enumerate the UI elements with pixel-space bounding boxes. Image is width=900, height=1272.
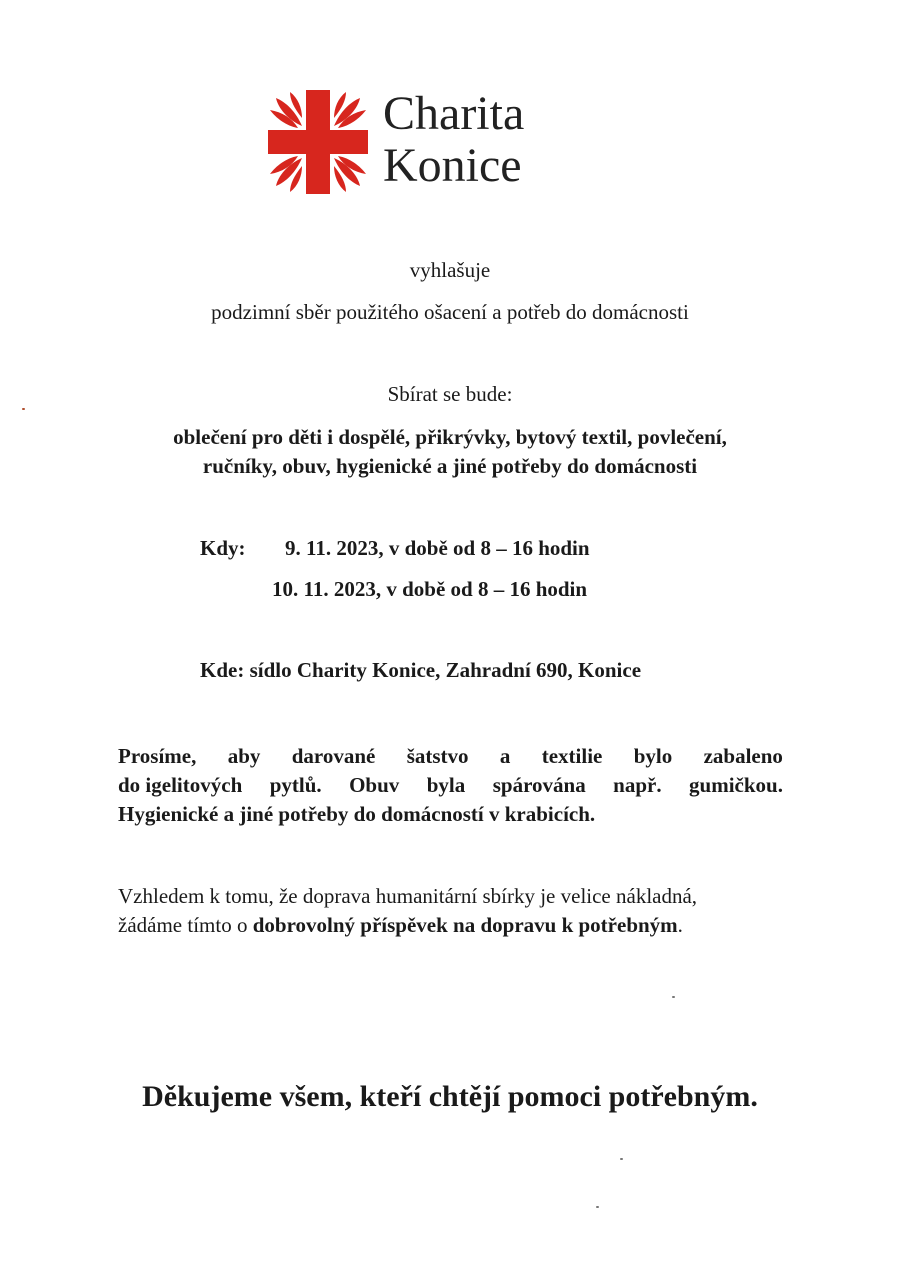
request-word: aby <box>227 744 261 768</box>
donation-bold: dobrovolný příspěvek na dopravu k potřebným <box>252 913 678 937</box>
scan-speck <box>22 408 25 410</box>
donation-end: . <box>677 913 683 937</box>
request-word: pytlů. <box>269 773 322 797</box>
donation-line-2 <box>118 911 783 940</box>
items-line-1: oblečení pro děti i dospělé, přikrývky, bytový textil, povlečení, <box>173 425 727 449</box>
request-word: např. <box>613 773 662 797</box>
donation-plain: žádáme tímto o <box>118 913 253 937</box>
request-word: Obuv <box>349 773 400 797</box>
scan-speck <box>620 1158 623 1160</box>
when-date-1: 9. 11. 2023, v době od 8 – 16 hodin <box>285 536 590 560</box>
announce-text: vyhlašuje <box>409 258 491 282</box>
request-line-3: Hygienické a jiné potřeby do domácností v krabicích. <box>118 802 596 826</box>
request-word: bylo <box>633 744 673 768</box>
request-word: gumičkou. <box>689 773 783 797</box>
request-word: darované <box>291 744 376 768</box>
request-paragraph <box>118 742 783 829</box>
charita-logo <box>268 87 568 200</box>
request-word: Prosíme, <box>118 744 197 768</box>
when-label: Kdy: <box>200 536 246 560</box>
scan-speck <box>596 1206 599 1208</box>
when-date-2: 10. 11. 2023, v době od 8 – 16 hodin <box>272 577 588 601</box>
request-word: šatstvo <box>406 744 469 768</box>
request-word: a <box>499 744 511 768</box>
request-word: spárována <box>492 773 586 797</box>
subtitle: podzimní sběr použitého ošacení a potřeb do domácnosti <box>211 300 689 324</box>
request-word: zabaleno <box>703 744 783 768</box>
collect-heading: Sbírat se bude: <box>387 382 513 406</box>
request-word: do igelitových <box>118 773 243 797</box>
request-line-2 <box>118 771 783 800</box>
thanks-heading: Děkujeme všem, kteří chtějí pomoci potřebným. <box>142 1080 758 1113</box>
request-word: textilie <box>541 744 603 768</box>
logo-line-charita: Charita <box>383 87 525 140</box>
donation-line-1: Vzhledem k tomu, že doprava humanitární sbírky je velice nákladná, <box>118 884 698 908</box>
logo-line-konice: Konice <box>383 139 522 192</box>
items-line-2: ručníky, obuv, hygienické a jiné potřeby do domácnosti <box>202 454 698 478</box>
request-word: byla <box>426 773 466 797</box>
logo-wordmark <box>383 88 524 192</box>
where-text: Kde: sídlo Charity Konice, Zahradní 690, Konice <box>200 658 642 682</box>
donation-paragraph <box>118 882 783 940</box>
scan-speck <box>672 996 675 998</box>
caritas-cross-icon <box>268 90 368 194</box>
request-line-1 <box>118 742 783 771</box>
